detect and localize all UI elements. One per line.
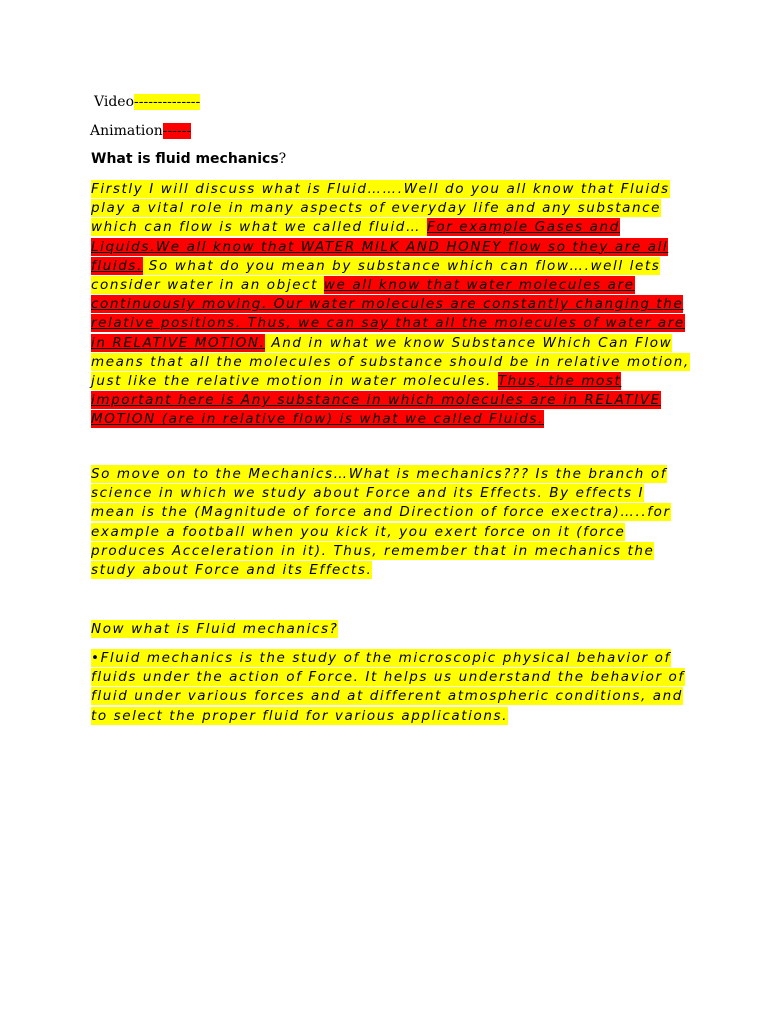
paragraph-mechanics — [91, 465, 691, 580]
p1-segment-3: So what do you mean by substance which can flow….well lets consider water in an object — [91, 257, 661, 294]
p1-segment-2: For example Gases and Liquids.We all know that WATER MILK AND HONEY flow so they are all fluids. — [91, 219, 669, 274]
heading-text: What is fluid mechanics — [91, 151, 279, 167]
p3-text: Now what is Fluid mechanics? — [91, 621, 339, 637]
heading-question-mark: ? — [278, 151, 287, 167]
animation-dashes: ------ — [162, 123, 192, 139]
p4-text: •Fluid mechanics is the study of the microscopic physical behavior of fluids under the action of Force. It helps us understand the behavior of fluid under various forces and at different atmospheric conditions, and to select the proper fluid for various applications. — [91, 650, 685, 724]
video-dashes: -------------- — [134, 94, 201, 110]
video-label: Video — [94, 94, 135, 110]
section-heading — [91, 150, 286, 168]
p2-text: So move on to the Mechanics…What is mechanics??? Is the branch of science in which we study about Force and its Effects. By effects I mean is the (Magnitude of force and Direction of force exectra)…..for example a football when you kick it, you exert force on it (force produces Acceleration in it). Thus, remember that in mechanics the study about Force and its Effects. — [91, 466, 671, 579]
p1-segment-6: Thus, the most important here is Any substance in which molecules are in RELATIVE MOTION (are in relative flow) is what we called Fluids. — [91, 373, 661, 428]
video-line — [94, 93, 200, 111]
paragraph-fluid-mechanics-question — [91, 620, 691, 639]
animation-line — [90, 122, 191, 140]
p1-segment-4: we all know that water molecules are continuously moving. Our water molecules are constantly changing the relative positions. Thus, we can say that all the molecules of water are in RELATIVE MOTION. — [91, 277, 685, 351]
paragraph-fluid-mechanics-definition — [91, 649, 691, 726]
p1-segment-5: And in what we know Substance Which Can Flow means that all the molecules of substance should be in relative motion, just like the relative motion in water molecules. — [91, 334, 690, 390]
p1-segment-1: Firstly I will discuss what is Fluid…….Well do you all know that Fluids play a vital role in many aspects of everyday life and any substance which can flow is what we called fluid… — [91, 181, 670, 236]
paragraph-what-is-fluid — [91, 180, 691, 430]
animation-label: Animation — [90, 123, 163, 139]
